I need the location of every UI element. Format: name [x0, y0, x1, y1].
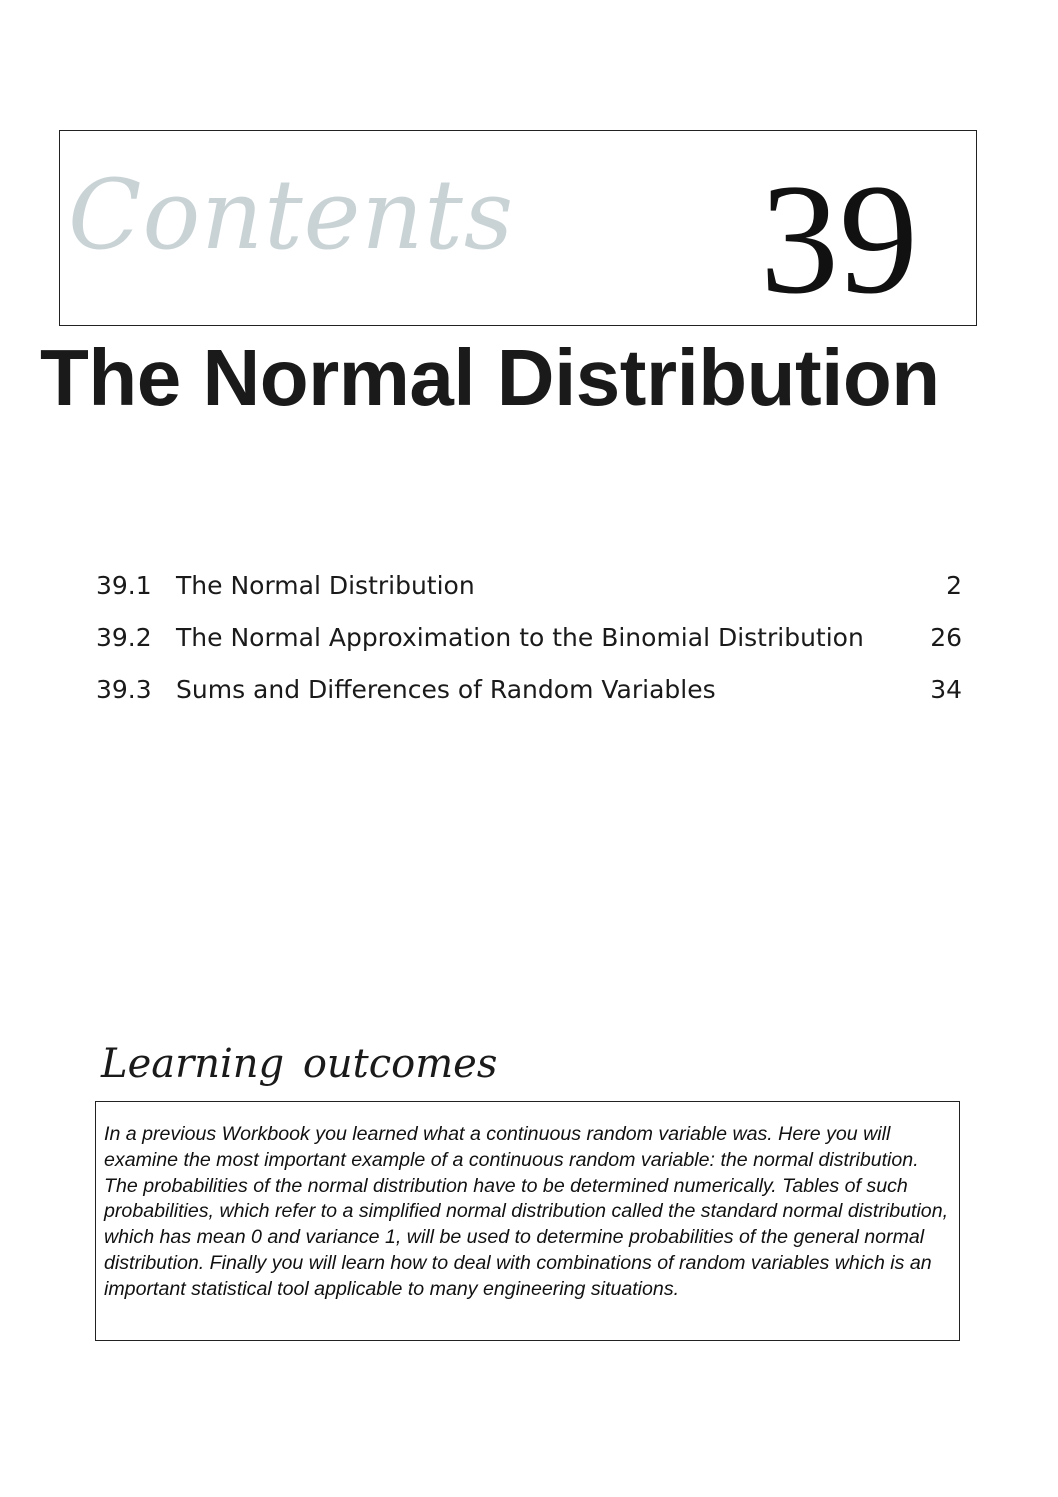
- toc-entry-number: 39.1: [96, 571, 152, 600]
- toc-entry-39-2[interactable]: [96, 618, 962, 670]
- toc-entry-number: 39.2: [96, 623, 152, 652]
- toc-entry-title: The Normal Approximation to the Binomial Distribution: [176, 623, 864, 652]
- toc-entry-39-1[interactable]: [96, 566, 962, 618]
- toc-entry-page: 2: [946, 571, 962, 600]
- learning-outcomes-heading: Learning outcomes: [101, 1041, 498, 1087]
- toc-entry-number: 39.3: [96, 675, 152, 704]
- toc-entry-page: 34: [930, 675, 962, 704]
- toc-entry-title: The Normal Distribution: [176, 571, 475, 600]
- chapter-header-box: [59, 130, 977, 326]
- learning-outcomes-box: [95, 1101, 960, 1341]
- toc-entry-page: 26: [930, 623, 962, 652]
- toc-entry-title: Sums and Differences of Random Variables: [176, 675, 716, 704]
- table-of-contents: [96, 566, 962, 722]
- learning-outcomes-text: In a previous Workbook you learned what a continuous random variable was. Here you will examine the most important example of a continuous random variable: the normal distribution. The probabilities of the normal distribution have to be determined numerically. Tables of such probabilities, which refer to a simplified normal distribution called the standard normal distribution, which has mean 0 and variance 1, will be used to determine probabilities of the general normal distribution. Finally you will learn how to deal with combinations of random variables which is an important statistical tool applicable to many engineering situations.: [104, 1123, 949, 1300]
- toc-entry-39-3[interactable]: [96, 670, 962, 722]
- chapter-title: The Normal Distribution: [40, 333, 940, 422]
- contents-label: Contents: [68, 159, 515, 271]
- chapter-number: 39: [760, 152, 918, 327]
